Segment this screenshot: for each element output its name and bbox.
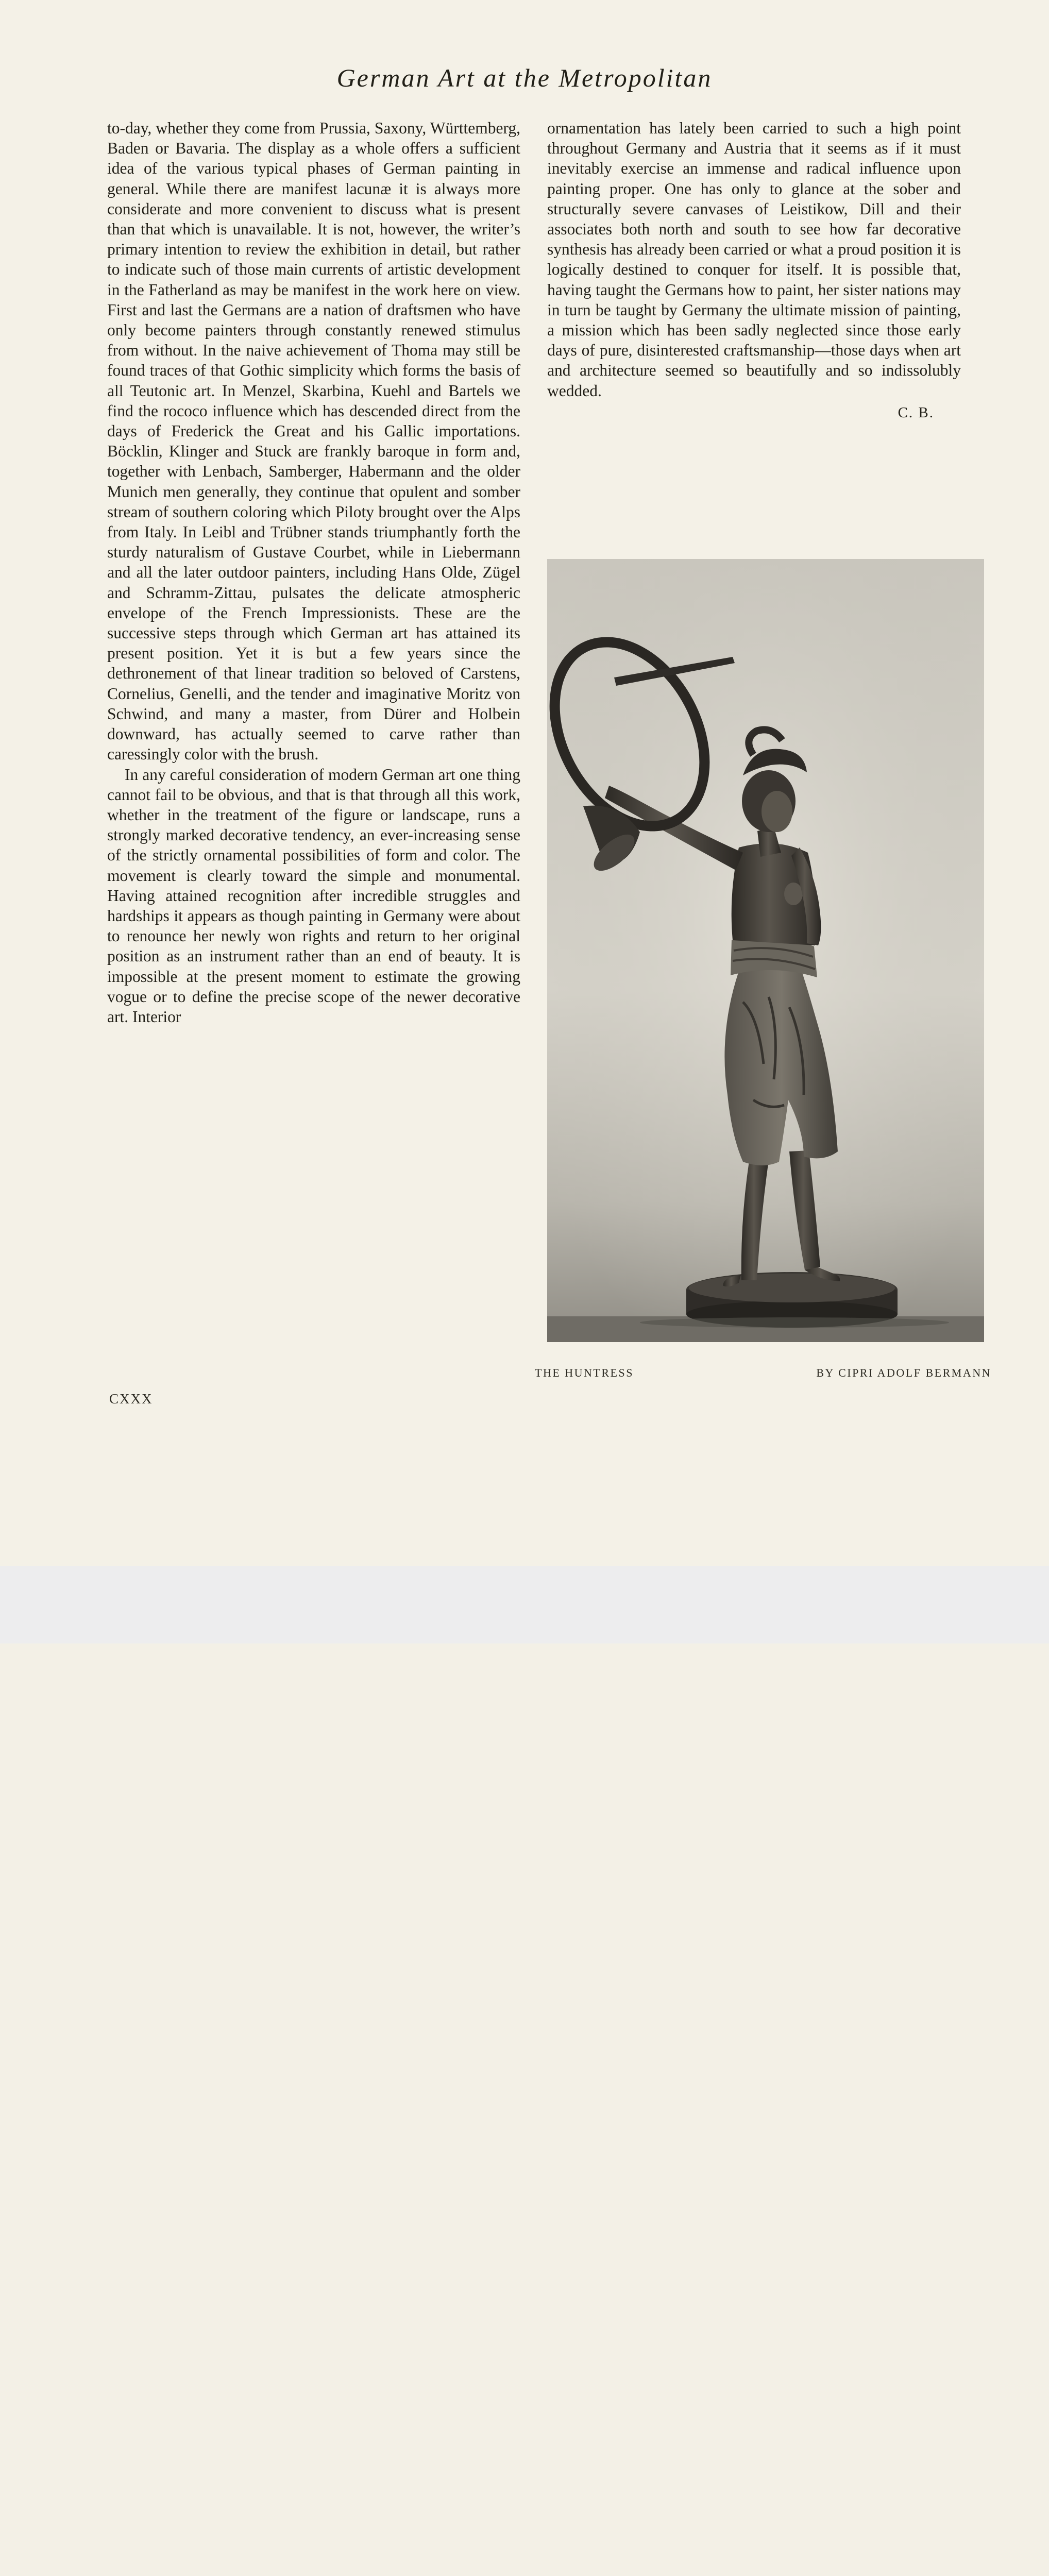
digitization-footer	[0, 1566, 1049, 1643]
right-column	[547, 118, 961, 423]
author-initials: C. B.	[898, 404, 934, 421]
running-title: German Art at the Metropolitan	[336, 63, 713, 92]
left-paragraph-1: to-day, whether they come from Prussia, Saxony, Württemberg, Baden or Bavaria. The display as a whole offers a sufficient idea of the various typical phases of German painting in general. While there are manifest lacunæ it is always more considerate and more convenient to discuss what is present than that which is unavailable. It is not, however, the writer’s primary intention to review the exhibition in detail, but rather to indicate such of those main currents of artistic development in the Fatherland as may be manifest in the work here on view. First and last the Germans are a nation of draftsmen who have only become painters through constantly renewed stimulus from without. In the naive achievement of Thoma may still be found traces of that Gothic simplicity which forms the basis of all Teutonic art. In Menzel, Skarbina, Kuehl and Bartels we find the rococo influence which has descended direct from the days of Frederick the Great and his Gallic importations. Böcklin, Klinger and Stuck are frankly baroque in form and, together with Lenbach, Samberger, Habermann and the older Munich men generally, they continue that opulent and somber stream of southern coloring which Piloty brought over the Alps from Italy. In Leibl and Trübner stands triumphantly forth the sturdy naturalism of Gustave Courbet, while in Liebermann and all the later outdoor painters, including Hans Olde, Zügel and Schramm-Zittau, pulsates the delicate atmospheric envelope of the French Impressionists. These are the successive steps through which German art has attained its present position. Yet it is but a few years since the dethronement of that linear tradition so beloved of Carstens, Cornelius, Genelli, and the tender and imaginative Moritz von Schwind, and many a master, from Dürer and Holbein downward, has actually seemed to carve rather than caressingly color with the brush.	[107, 119, 520, 764]
left-column	[107, 118, 520, 1027]
figure-caption-title: THE HUNTRESS	[535, 1366, 634, 1379]
figure-caption-credit: BY CIPRI ADOLF BERMANN	[816, 1366, 991, 1379]
left-paragraph-2: In any careful consideration of modern German art one thing cannot fail to be obvious, and that is that through all this work, whether in the treatment of the figure or landscape, runs a strongly marked decorative tendency, an ever-increasing sense of the strictly ornamental possibilities of form and color. The movement is clearly toward the simple and monumental. Having attained recognition after incredible struggles and hardships it appears as though painting in Germany were about to renounce her newly won rights and return to her original position as an instrument rather than an end of beauty. It is impossible at the present moment to estimate the growing vogue or to define the precise scope of the newer decorative art. Interior	[107, 765, 520, 1026]
right-paragraph-1: ornamentation has lately been carried to such a high point throughout Germany and Austria that it seems as if it must inevitably exercise an immense and radical influence upon painting proper. One has only to glance at the sober and structurally severe canvases of Leistikow, Dill and their associates both north and south to see how far decorative synthesis has already been carried or what a proud position it is logically destined to conquer for itself. It is possible that, having taught the Germans how to paint, her sister nations may in turn be taught by Germany the ultimate mission of painting, a mission which has been sadly neglected since those early days of pure, disinterested craftsmanship—those days when art and architecture seemed so beautifully and so indissolubly wedded.	[547, 119, 961, 400]
page-folio: CXXX	[109, 1391, 153, 1406]
huntress-sculpture-photo	[547, 559, 984, 1342]
